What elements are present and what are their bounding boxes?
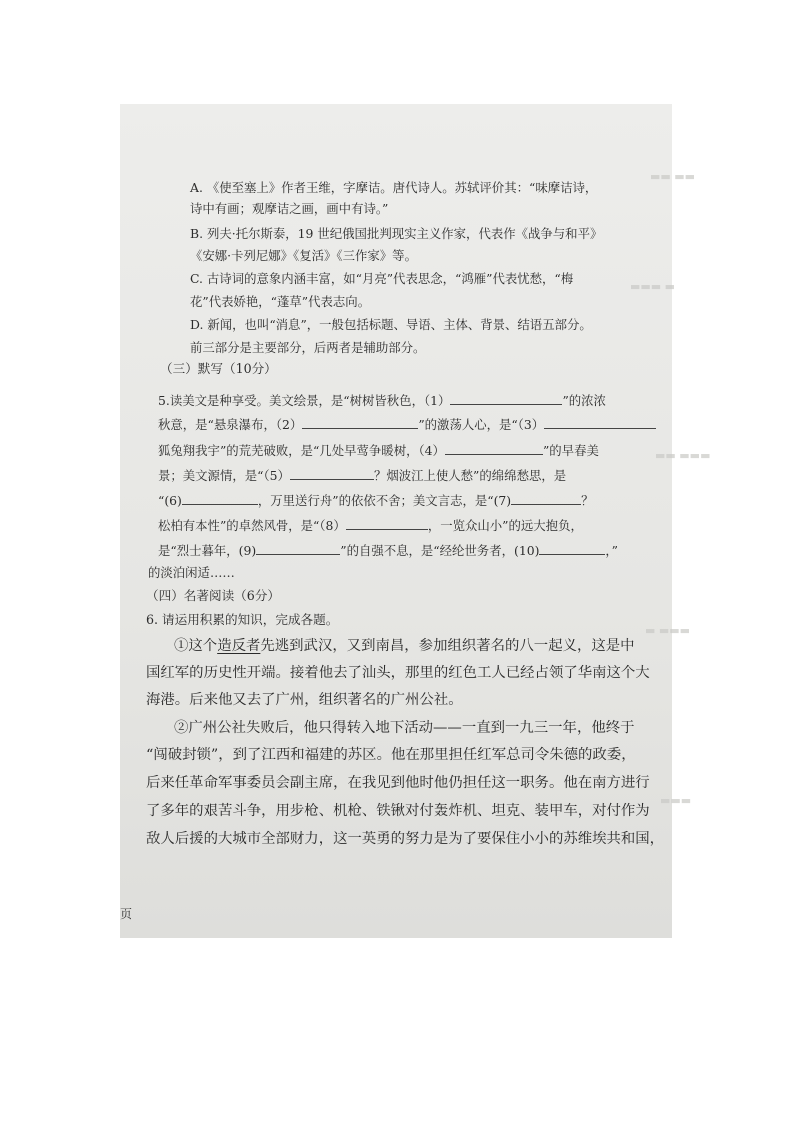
- passage-p2-line3: 后来任革命军事委员会副主席，在我见到他时他仍担任这一职务。他在南方进行: [146, 775, 650, 791]
- answer-blank-7[interactable]: [511, 492, 581, 505]
- option-b-line1: B. 列夫·托尔斯泰，19 世纪俄国批判现实主义作家，代表作《战争与和平》: [190, 226, 603, 241]
- q5-text: 是“烈士暮年，(9): [158, 543, 257, 558]
- q5-line2: [158, 416, 656, 433]
- answer-blank-9[interactable]: [256, 542, 340, 555]
- bleed-through-mark: ▬ ▬▬▬: [645, 624, 691, 637]
- section-4-heading: （四）名著阅读（6分）: [146, 588, 280, 603]
- passage-p1-line3: 海港。后来他又去了广州，组织著名的广州公社。: [146, 692, 463, 708]
- q5-text: ”的早春美: [542, 443, 599, 458]
- option-a-line1: A. 《使至塞上》作者王维，字摩诘。唐代诗人。苏轼评价其：“味摩诘诗，: [190, 180, 598, 195]
- answer-blank-5[interactable]: [290, 467, 374, 480]
- answer-blank-4[interactable]: [445, 442, 543, 455]
- q5-text: ”的自强不息，是“经纶世务者，(10): [340, 543, 540, 558]
- q5-text: 松柏有本性”的卓然风骨，是“（8）: [158, 518, 346, 533]
- q5-text: 5.读美文是种享受。美文绘景，是“树树皆秋色，（1）: [158, 393, 451, 408]
- bleed-through-mark: ▬▬ ▬▬: [650, 170, 696, 183]
- q6-instruction: 6. 请运用积累的知识，完成各题。: [146, 612, 339, 627]
- q5-text: ，一览众山小”的远大抱负，: [427, 518, 583, 533]
- answer-blank-3[interactable]: [544, 416, 656, 429]
- q5-line1: [158, 392, 606, 409]
- q5-text: 景；美文源情，是“（5）: [158, 468, 290, 483]
- passage-p1-line2: 国红军的历史性开端。接着他去了汕头，那里的红色工人已经占领了华南这个大: [146, 665, 650, 681]
- option-b-line2: 《安娜·卡列尼娜》《复活》《三作家》等。: [190, 248, 417, 263]
- option-a-line2: 诗中有画；观摩诘之画，画中有诗。”: [190, 201, 389, 216]
- passage-p2-line1: ②广州公社失败后，他只得转入地下活动——一直到一九三一年，他终于: [174, 720, 635, 736]
- answer-blank-6[interactable]: [182, 492, 258, 505]
- option-c-line2: 花”代表娇艳，“蓬草”代表志向。: [190, 294, 371, 309]
- page-number-fragment: 页: [120, 907, 133, 921]
- q5-text: ？烟波江上使人愁”的绵绵愁思，是: [373, 468, 567, 483]
- bleed-through-mark: ▬▬ ▬▬▬: [655, 449, 711, 462]
- section-3-heading: （三）默写（10分）: [160, 361, 277, 376]
- option-d-line2: 前三部分是主要部分，后两者是辅助部分。: [190, 340, 426, 355]
- q5-text: ？: [581, 493, 594, 508]
- q5-line4: [158, 467, 566, 484]
- passage-text: 先逃到武汉，又到南昌，参加组织著名的八一起义，这是中: [260, 638, 635, 654]
- answer-blank-10[interactable]: [539, 542, 605, 555]
- underlined-term: 造反者: [217, 638, 261, 654]
- q5-text: ，万里送行舟”的依依不舍；美文言志，是“(7): [257, 493, 512, 508]
- q5-text: 狐兔翔我宇”的荒芜破败，是“几处早莺争暖树，（4）: [158, 443, 445, 458]
- answer-blank-8[interactable]: [346, 517, 428, 530]
- q5-text: “(6): [158, 493, 182, 508]
- q5-line6: [158, 517, 583, 534]
- answer-blank-1[interactable]: [450, 392, 562, 405]
- q5-line8: 的淡泊闲适……: [148, 565, 235, 580]
- bleed-through-mark: ▬▬▬ ▬: [630, 280, 676, 293]
- passage-p1-line1: [174, 637, 635, 656]
- bleed-through-mark: ▬▬▬: [660, 794, 692, 807]
- passage-p2-line4: 了多年的艰苦斗争，用步枪、机枪、铁锹对付轰炸机、坦克、装甲车，对付作为: [146, 803, 650, 819]
- passage-p2-line2: “闯破封锁”，到了江西和福建的苏区。他在那里担任红军总司令朱德的政委，: [146, 747, 636, 763]
- q5-line7: [158, 542, 618, 559]
- q5-text: ，”: [605, 543, 618, 558]
- q5-text: ”的激荡人心，是“（3）: [418, 417, 545, 432]
- option-d-line1: D. 新闻，也叫“消息”，一般包括标题、导语、主体、背景、结语五部分。: [190, 317, 592, 332]
- passage-text: ①这个: [174, 638, 218, 654]
- q5-line3: [158, 442, 599, 459]
- passage-p2-line5: 敌人后援的大城市全部财力，这一英勇的努力是为了要保住小小的苏维埃共和国，: [146, 831, 665, 847]
- q5-line5: [158, 492, 594, 509]
- q5-text: 秋意，是“悬泉瀑布，（2）: [158, 417, 303, 432]
- answer-blank-2[interactable]: [302, 416, 418, 429]
- option-c-line1: C. 古诗词的意象内涵丰富，如“月亮”代表思念，“鸿雁”代表忧愁，“梅: [190, 271, 574, 286]
- q5-text: ”的浓浓: [562, 393, 606, 408]
